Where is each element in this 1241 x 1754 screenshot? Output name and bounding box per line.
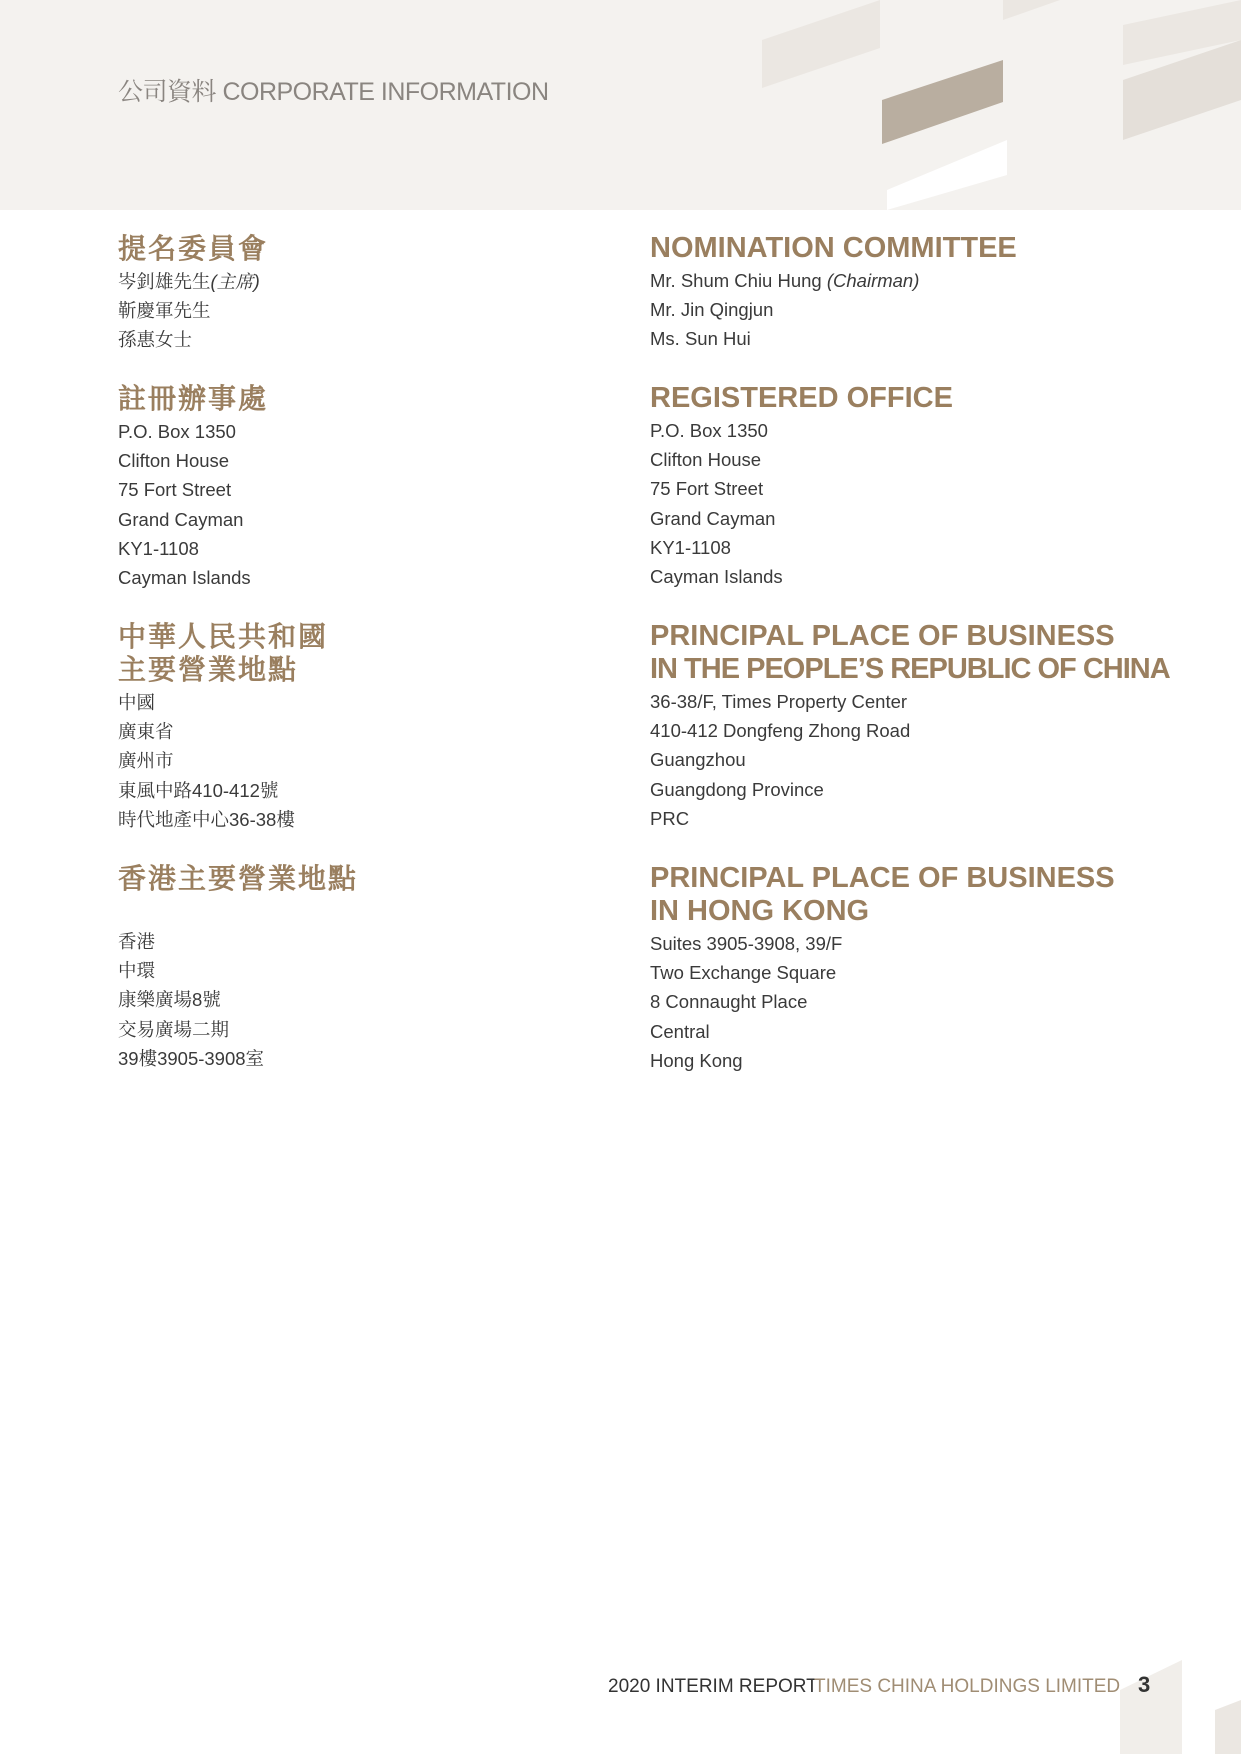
section-heading-line1: PRINCIPAL PLACE OF BUSINESS <box>650 862 1115 894</box>
footer-company-name: TIMES CHINA HOLDINGS LIMITED <box>814 1676 1121 1697</box>
address-line: Central <box>650 1020 710 1042</box>
address-line: Clifton House <box>650 449 762 471</box>
footer-deco-stripe-1 <box>1120 1660 1182 1754</box>
address-line: Cayman Islands <box>650 566 783 588</box>
address-line: KY1-1108 <box>118 537 199 559</box>
prc-business-en <box>650 620 1170 833</box>
section-heading: REGISTERED OFFICE <box>650 382 953 414</box>
address-line: KY1-1108 <box>650 536 731 558</box>
section-heading: NOMINATION COMMITTEE <box>650 232 1017 264</box>
address-line: 75 Fort Street <box>650 478 764 500</box>
address-line: Cayman Islands <box>118 567 251 589</box>
registered-office-en <box>650 382 953 591</box>
address-line: 39樓3905-3908室 <box>118 1047 265 1069</box>
registered-office-zh <box>118 382 268 592</box>
address-line: 交易廣場二期 <box>118 1018 230 1040</box>
nomination-committee-en <box>650 232 1017 354</box>
member-name: Mr. Shum Chiu Hung <box>650 270 827 291</box>
address-line: 410-412 Dongfeng Zhong Road <box>650 720 911 742</box>
footer-report: 2020 INTERIM REPORT <box>608 1676 818 1697</box>
address-line: 時代地產中心36-38樓 <box>118 808 295 830</box>
address-line: P.O. Box 1350 <box>118 421 236 442</box>
address-line: 香港 <box>118 931 156 952</box>
page-number: 3 <box>1138 1672 1151 1697</box>
section-heading-line1: PRINCIPAL PLACE OF BUSINESS <box>650 620 1115 652</box>
address-line: 75 Fort Street <box>118 479 232 501</box>
page-title: 公司資料 CORPORATE INFORMATION <box>118 78 549 106</box>
prc-business-zh <box>118 620 328 834</box>
deco-stripe-1 <box>762 0 880 88</box>
hk-business-zh <box>118 862 358 1073</box>
section-heading: 香港主要營業地點 <box>118 863 359 894</box>
address-line: 中國 <box>118 692 156 713</box>
deco-stripe-5 <box>882 60 1003 144</box>
address-line: 中環 <box>118 960 156 982</box>
member-name: 岑釗雄先生 <box>118 271 211 292</box>
section-heading: 提名委員會 <box>118 233 269 264</box>
address-line: Grand Cayman <box>650 507 776 529</box>
address-line: Grand Cayman <box>118 508 244 530</box>
section-heading: 註冊辦事處 <box>118 383 269 414</box>
footer-deco-stripe-2 <box>1215 1700 1241 1754</box>
section-heading-line2: IN THE PEOPLE’S REPUBLIC OF CHINA <box>650 653 1170 685</box>
member-line: 孫惠女士 <box>118 329 193 351</box>
section-heading-line2: IN HONG KONG <box>650 895 870 927</box>
member-line <box>118 267 268 296</box>
address-line: 廣東省 <box>118 721 174 743</box>
address-line: PRC <box>650 807 690 829</box>
member-role: (Chairman) <box>826 270 920 291</box>
address-line: 36-38/F, Times Property Center <box>650 691 908 712</box>
deco-stripe-6 <box>887 140 1007 210</box>
address-line: 東風中路410-412號 <box>118 779 279 801</box>
address-line: Hong Kong <box>650 1049 743 1071</box>
address-line: P.O. Box 1350 <box>650 420 768 441</box>
address-line: 廣州市 <box>118 750 174 772</box>
member-line: Ms. Sun Hui <box>650 328 751 350</box>
footer-decoration <box>1120 1650 1241 1754</box>
member-line: Mr. Jin Qingjun <box>650 299 774 321</box>
address-line: Two Exchange Square <box>650 962 837 984</box>
hk-business-en <box>650 862 1115 1075</box>
address-line: Clifton House <box>118 450 230 472</box>
section-heading-line2: 主要營業地點 <box>118 654 299 685</box>
member-role: (主席) <box>210 271 260 292</box>
deco-stripe-2 <box>1003 0 1060 20</box>
address-line: Guangzhou <box>650 749 746 771</box>
member-line <box>650 266 1017 295</box>
address-line: Guangdong Province <box>650 778 824 800</box>
member-line: 靳慶軍先生 <box>118 300 211 322</box>
address-line: Suites 3905-3908, 39/F <box>650 933 843 954</box>
address-line: 8 Connaught Place <box>650 991 808 1013</box>
footer-company <box>814 1676 1120 1698</box>
address-line: 康樂廣場8號 <box>118 989 221 1011</box>
nomination-committee-zh <box>118 232 268 355</box>
section-heading-line1: 中華人民共和國 <box>118 621 329 652</box>
